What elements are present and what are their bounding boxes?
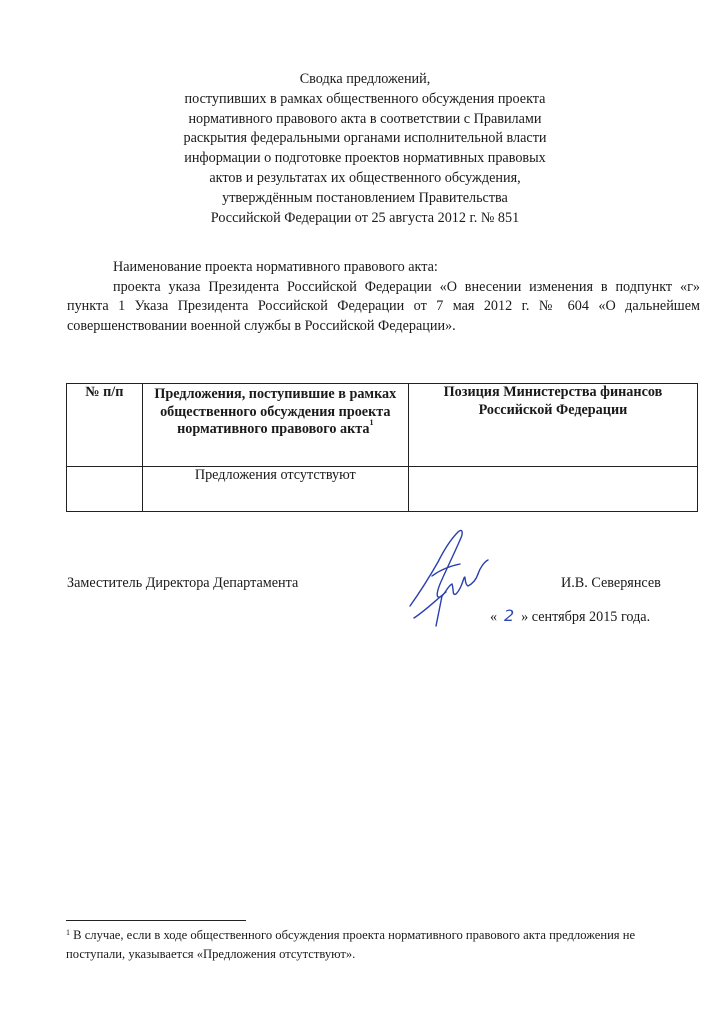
table-header-row	[67, 384, 698, 467]
signatory-position: Заместитель Директора Департамента	[67, 575, 299, 591]
cell-proposal: Предложения отсутствуют	[142, 467, 408, 512]
date-day-handwritten: 2	[504, 606, 515, 625]
title-line: утверждённым постановлением Правительства	[222, 189, 508, 206]
table-row	[67, 467, 698, 512]
act-name-text: проекта указа Президента Российской Федерации «О внесении изменения в подпункт «г» пункта 1 Указа Президента Российской Федерации от 7 мая 2012 г. № 604 «О дальнейшем совершенствовании военной службы в Российской Федерации».	[67, 278, 700, 334]
footnote-mark: 1	[369, 418, 374, 428]
act-name-heading: Наименование проекта нормативного правового акта:	[113, 259, 438, 275]
signature-date: « 2 » сентября 2015 года.	[490, 606, 651, 625]
signatory-name: И.В. Северянсев	[561, 575, 661, 591]
footnote	[66, 927, 696, 963]
title-line: Российской Федерации от 25 августа 2012 г. № 851	[210, 209, 520, 226]
proposals-table	[66, 383, 698, 512]
document-title	[110, 70, 620, 228]
title-line: информации о подготовке проектов нормативных правовых	[184, 150, 546, 167]
title-line: поступивших в рамках общественного обсуждения проекта	[184, 90, 546, 107]
header-ministry-position: Позиция Министерства финансов Российской Федерации	[408, 384, 697, 467]
handwritten-signature	[402, 526, 492, 630]
footnote-divider	[66, 920, 246, 921]
header-number: № п/п	[67, 384, 143, 467]
footnote-text: В случае, если в ходе общественного обсуждения проекта нормативного правового акта предложения не поступали, указывается «Предложения отсутствуют».	[66, 928, 636, 961]
title-line: актов и результатах их общественного обсуждения,	[209, 169, 521, 186]
act-name-block	[67, 258, 700, 336]
cell-position	[408, 467, 697, 512]
header-proposals: Предложения, поступившие в рамках общественного обсуждения проекта нормативного правового акта$^1$	[142, 384, 408, 467]
title-line: Сводка предложений,	[299, 71, 431, 87]
title-line: нормативного правового акта в соответствии с Правилами	[188, 110, 542, 127]
title-line: раскрытия федеральными органами исполнительной власти	[183, 130, 547, 147]
footnote-number: 1	[66, 928, 70, 937]
cell-number	[67, 467, 143, 512]
